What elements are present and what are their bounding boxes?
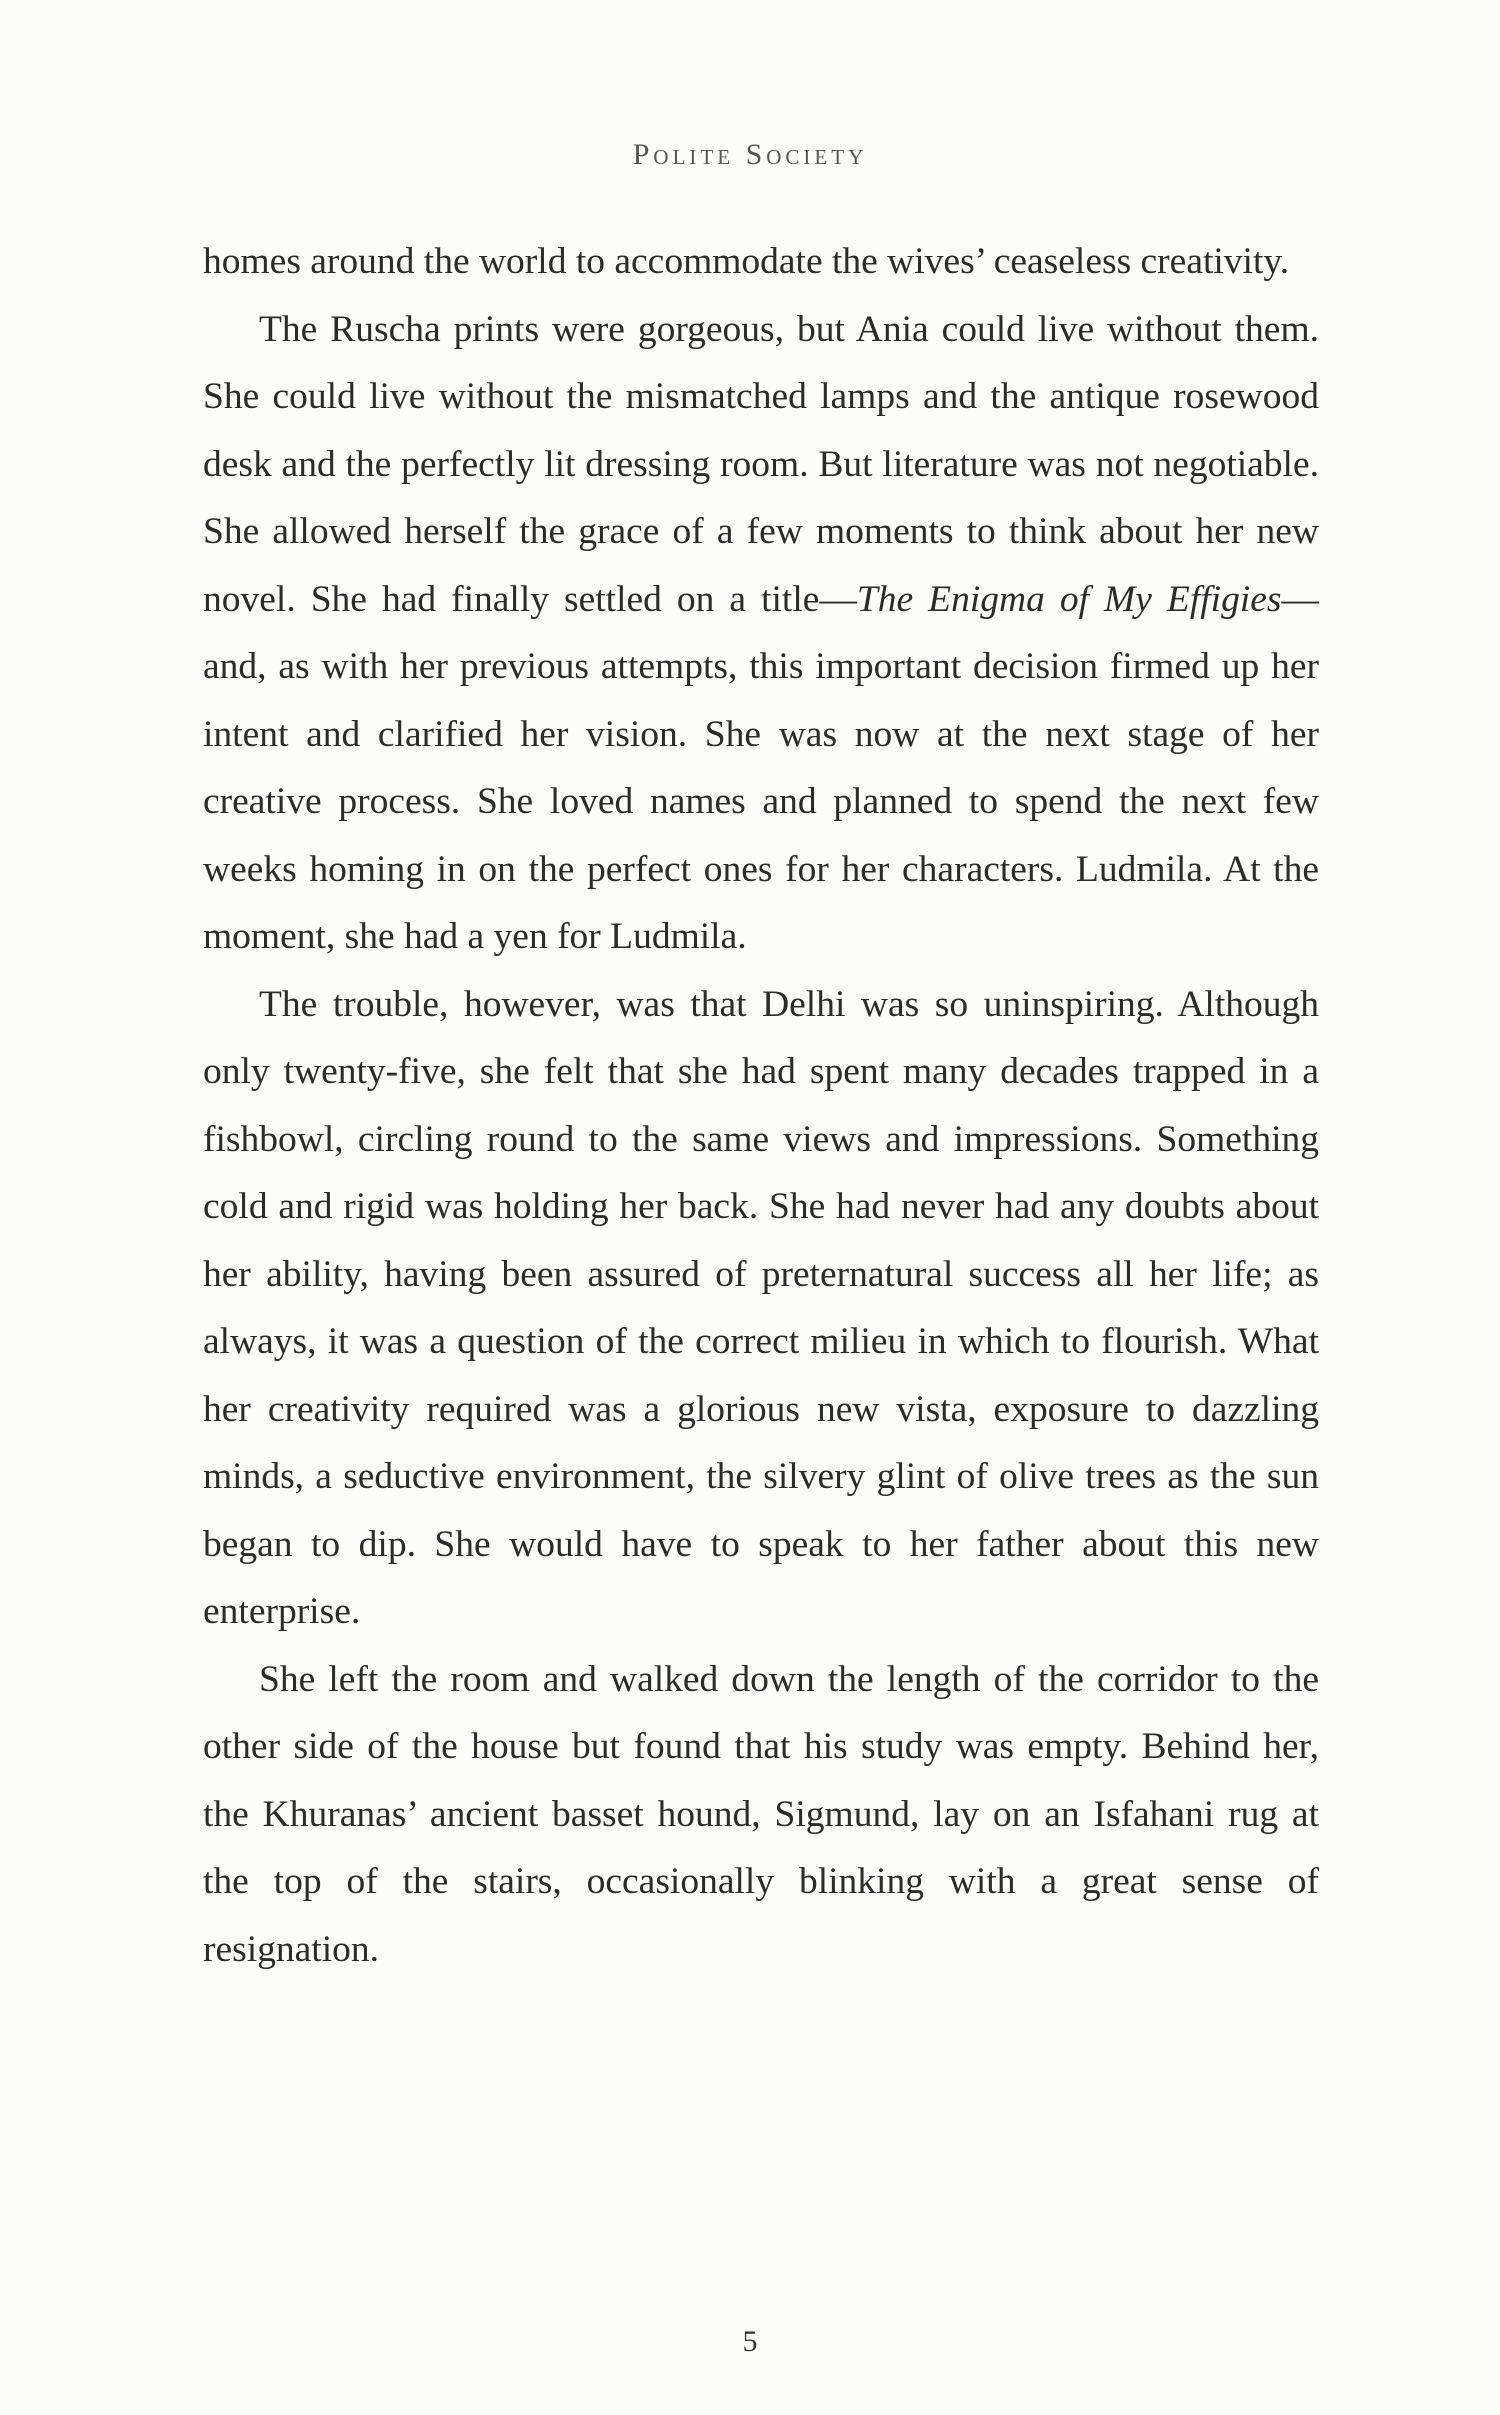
text-segment: The Ruscha prints were gorgeous, but Ania could live without them. She could live without the mismatched lamps and the antique rosewood desk and the perfectly lit dressing room. But literature was not negotiable. She allowed herself the grace of a few moments to think about her new novel. She had finally settled on a title— [203,308,1319,620]
paragraph [203,1646,1319,1984]
book-title-italic: The Enigma of My Effigies [856,578,1282,620]
text-segment: The trouble, however, was that Delhi was so uninspiring. Although only twenty-five, she felt that she had spent many decades trapped in a fishbowl, circling round to the same views and impressions. Something cold and rigid was holding her back. She had never had any doubts about her ability, having been assured of preternatural success all her life; as always, it was a question of the correct milieu in which to flourish. What her creativity required was a glorious new vista, exposure to dazzling minds, a seductive environment, the silvery glint of olive trees as the sun began to dip. She would have to speak to her father about this new enterprise. [203,983,1319,1632]
paragraph [203,971,1319,1646]
running-head: Polite Society [632,138,868,171]
page-number: 5 [742,2325,758,2358]
text-segment: homes around the world to accommodate the wives’ ceaseless creativity. [203,241,1290,282]
body-text [203,228,1319,1983]
paragraph [203,228,1319,296]
paragraph [203,296,1319,971]
text-segment: She left the room and walked down the length of the corridor to the other side of the house but found that his study was empty. Behind her, the Khuranas’ ancient basset hound, Sigmund, lay on an Isfahani rug at the top of the stairs, occasionally blinking with a great sense of resignation. [203,1658,1319,1970]
text-segment: —and, as with her previous attempts, this important decision firmed up her intent and clarified her vision. She was now at the next stage of her creative process. She loved names and planned to spend the next few weeks homing in on the perfect ones for her characters. Ludmila. At the moment, she had a yen for Ludmila. [203,578,1319,957]
